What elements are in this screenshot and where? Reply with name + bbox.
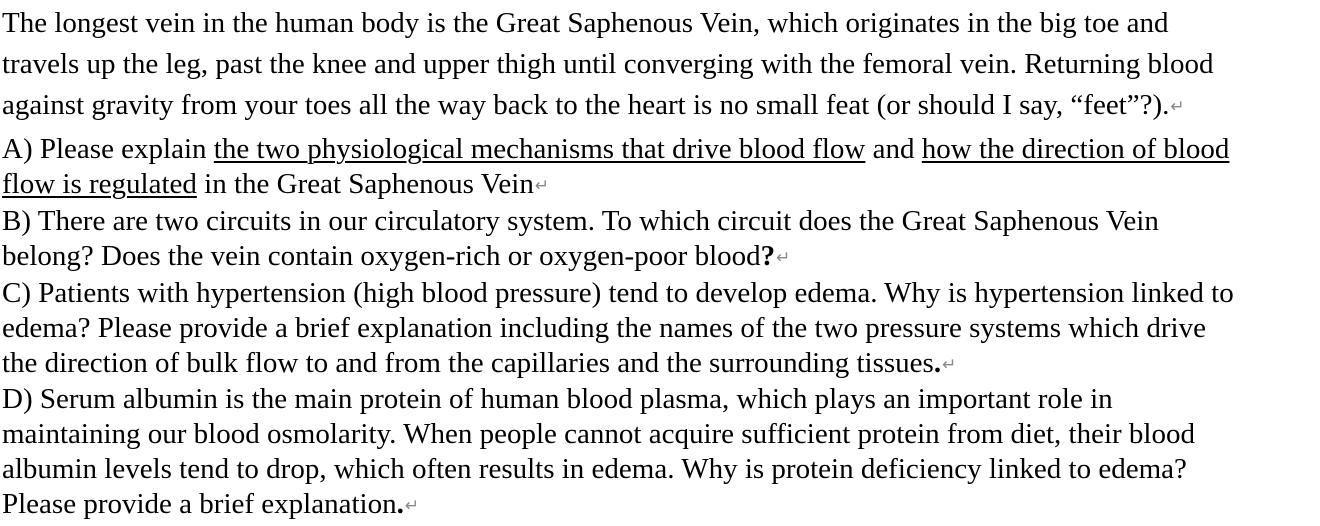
question-b-line-1: B) There are two circuits in our circulatory system. To which circuit does the Great Saphenous Vein [2, 205, 1159, 237]
paragraph-mark-icon: ↵ [534, 176, 550, 196]
question-b-bold-mark: ? [760, 240, 776, 272]
paragraph-mark-icon: ↵ [776, 248, 791, 268]
question-d-line-3: albumin levels tend to drop, which often results in edema. Why is protein deficiency linked to edema? [2, 453, 1187, 485]
question-d-line-4-text: Please provide a brief explanation [2, 488, 397, 520]
question-a[interactable] [2, 132, 1229, 202]
intro-line-2: travels up the leg, past the knee and upper thigh until converging with the femoral vein. Returning blood [2, 48, 1214, 80]
question-d-line-2: maintaining our blood osmolarity. When people cannot acquire sufficient protein from diet, their blood [2, 418, 1195, 450]
paragraph-mark-icon: ↵ [942, 355, 957, 375]
paragraph-mark-icon: ↵ [404, 496, 420, 516]
paragraph-mark-icon: ↵ [1170, 97, 1185, 117]
question-c-line-3 [2, 346, 1234, 381]
question-a-line-1 [2, 132, 1229, 167]
question-d-line-1: D) Serum albumin is the main protein of human blood plasma, which plays an important role in [2, 383, 1113, 415]
question-d-line-4 [2, 487, 1195, 522]
question-a-mid: and [865, 133, 922, 165]
question-a-underline-mechanisms: the two physiological mechanisms that drive blood flow [213, 133, 866, 165]
intro-line-3-text: against gravity from your toes all the way back to the heart is no small feat (or should I say, “feet”?). [2, 89, 1170, 121]
question-d[interactable] [2, 382, 1195, 522]
question-a-suffix: in the Great Saphenous Vein [196, 168, 534, 200]
question-c-line-3-text: the direction of bulk flow to and from the capillaries and the surrounding tissues [2, 347, 934, 379]
question-b-line-2-text: belong? Does the vein contain oxygen-rich or oxygen-poor blood [2, 240, 761, 272]
question-c[interactable] [2, 276, 1234, 381]
question-a-line-2 [2, 167, 1229, 202]
question-c-line-1: C) Patients with hypertension (high blood pressure) tend to develop edema. Why is hypertension linked to [2, 277, 1234, 309]
intro-line-3 [2, 85, 1214, 126]
question-c-line-2: edema? Please provide a brief explanation including the names of the two pressure systems which drive [2, 312, 1206, 344]
question-d-bold-period: . [396, 488, 404, 520]
question-a-prefix: A) Please explain [2, 133, 214, 165]
question-c-bold-period: . [933, 347, 942, 379]
intro-paragraph[interactable] [2, 3, 1214, 126]
question-b-line-2 [2, 239, 1159, 274]
intro-line-1: The longest vein in the human body is the Great Saphenous Vein, which originates in the big toe and [2, 7, 1169, 39]
question-a-underline-direction: how the direction of blood [921, 133, 1230, 165]
question-a-underline-regulated: flow is regulated [2, 168, 197, 200]
question-b[interactable] [2, 204, 1159, 274]
